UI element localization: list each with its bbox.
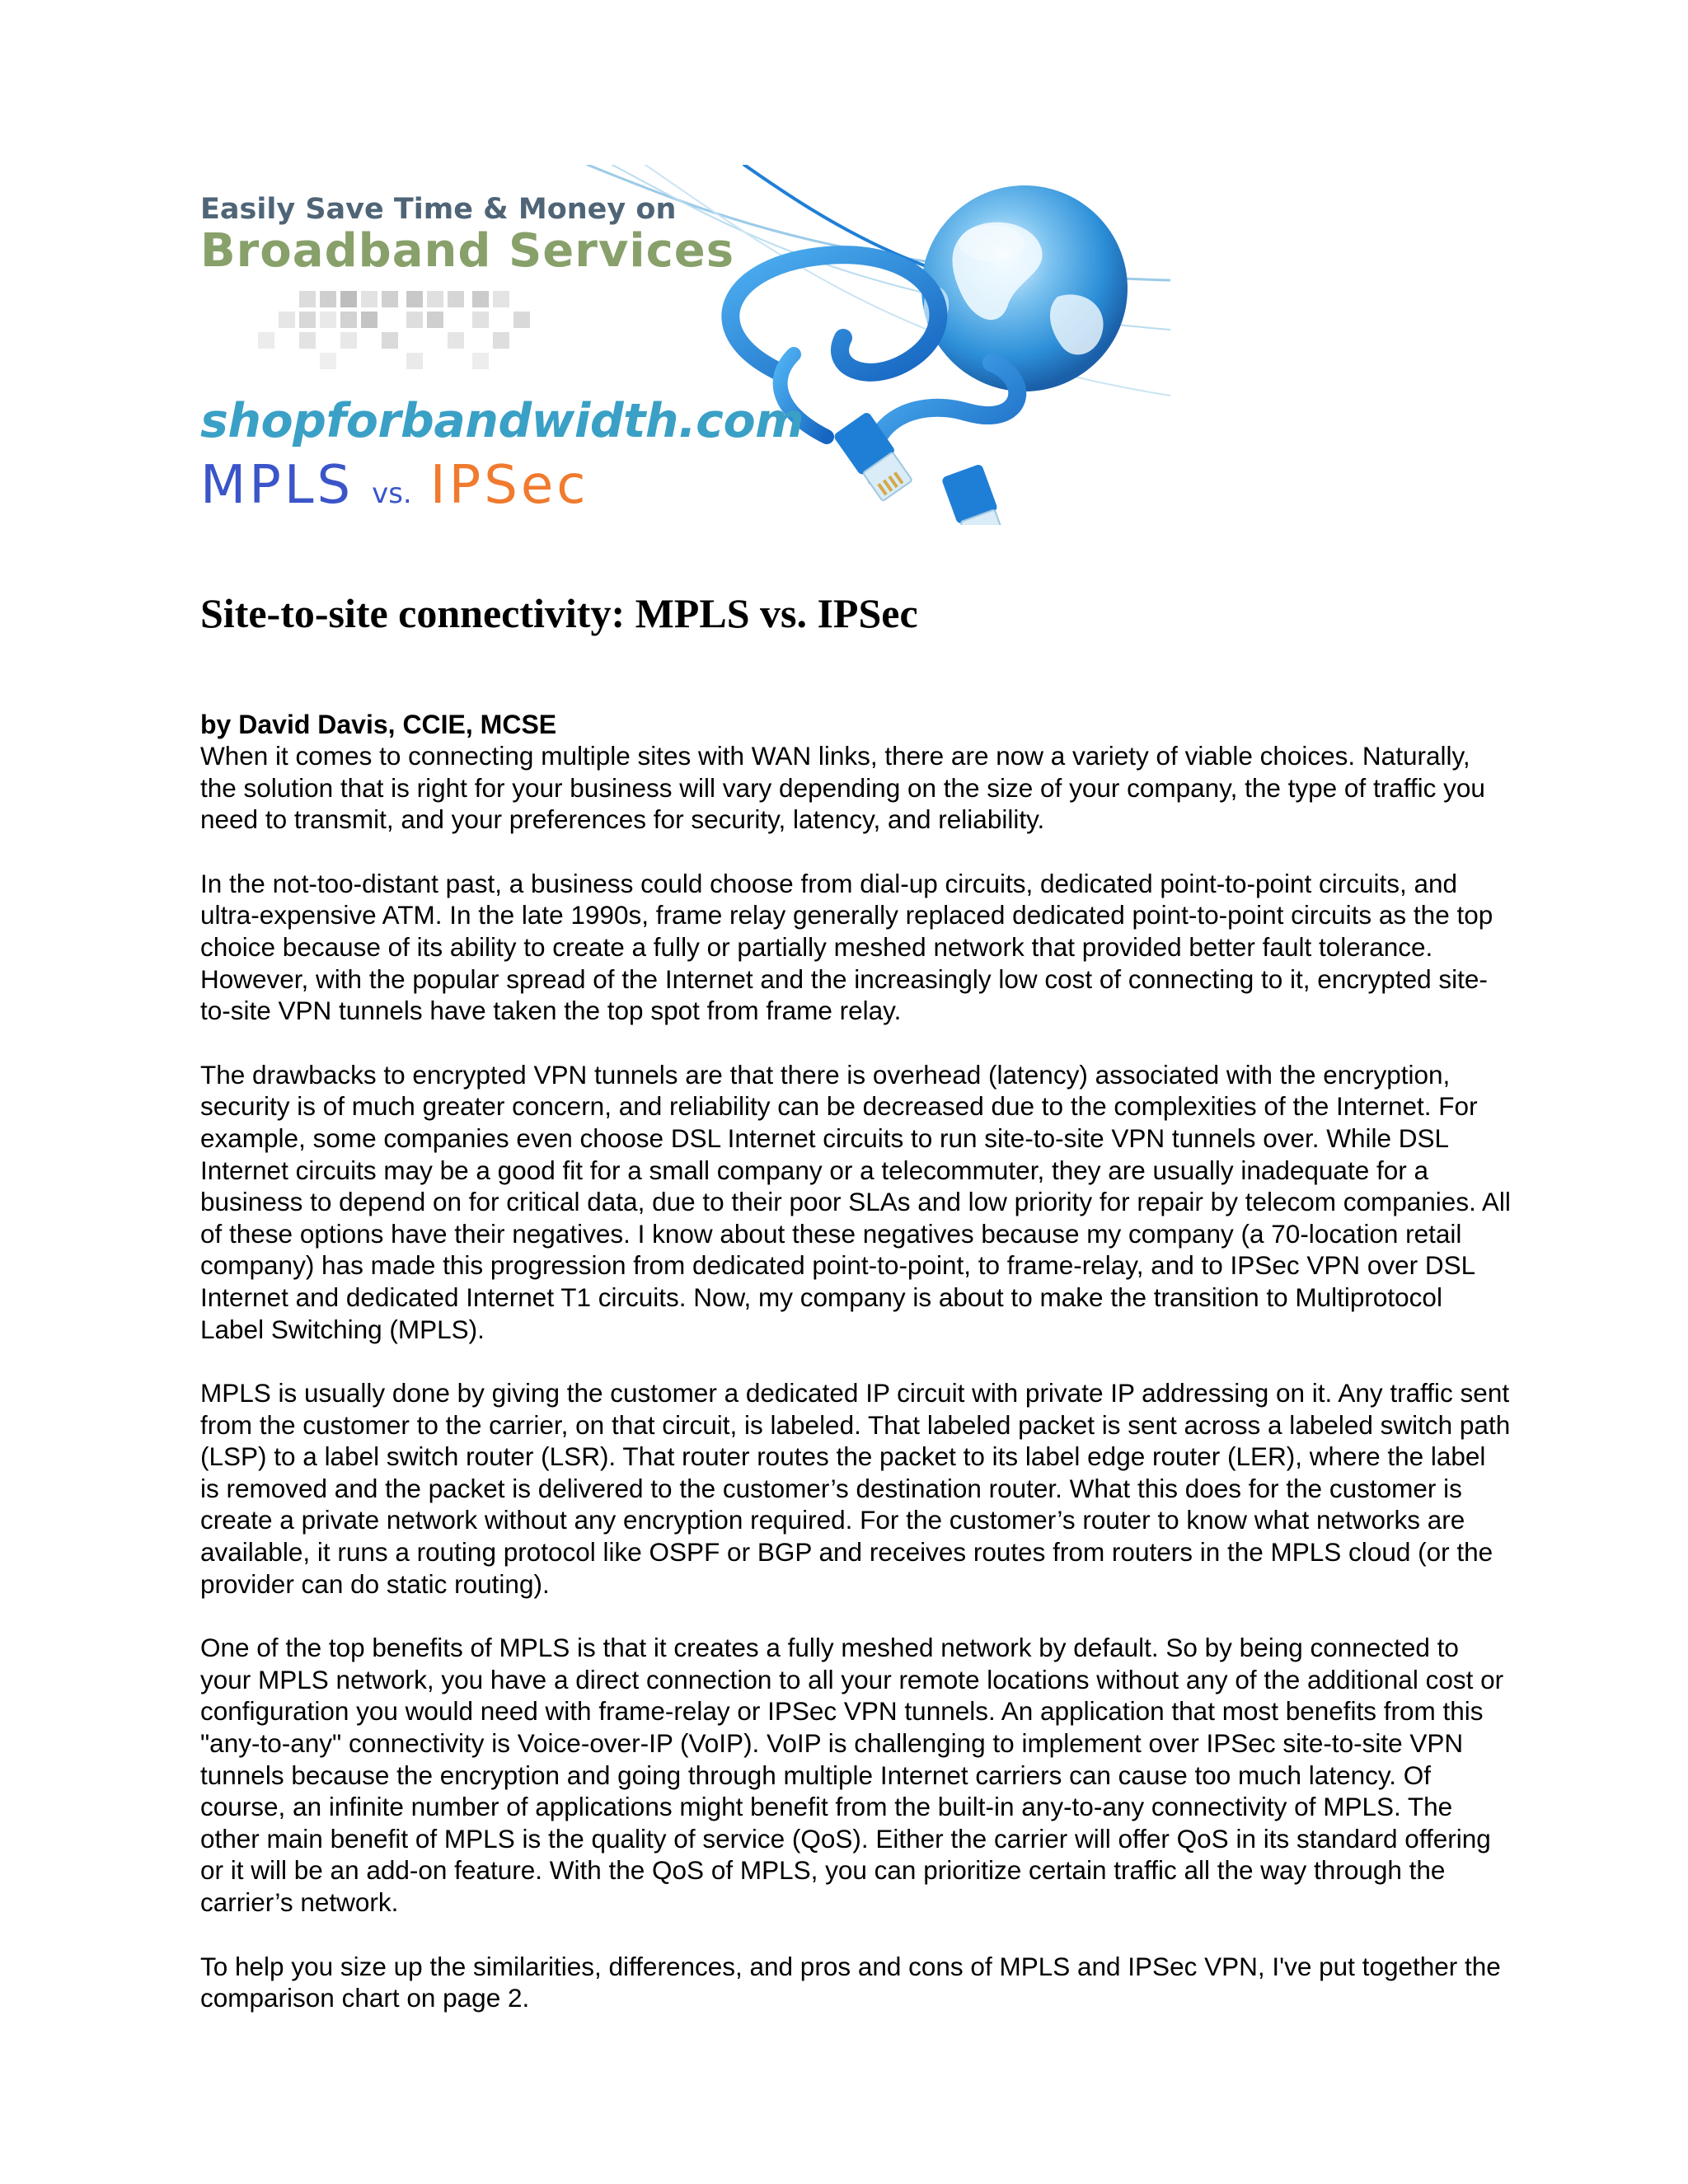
banner-tagline: Easily Save Time & Money on — [200, 193, 677, 226]
article-body — [200, 740, 1511, 2046]
pixel-mosaic — [258, 291, 530, 369]
article-title: Site-to-site connectivity: MPLS vs. IPSec — [200, 590, 918, 636]
banner-comparison — [200, 455, 588, 516]
banner-ipsec: IPSec — [429, 455, 589, 516]
paragraph: When it comes to connecting multiple sites with WAN links, there are now a variety of viable choices. Naturally, the solution that is right for your business will vary depending on the size of your company, the type of traffic you need to transmit, and your preferences for security, latency, and reliability. — [200, 741, 1485, 835]
rj45-connector-icon — [832, 411, 1010, 525]
globe-icon — [921, 185, 1128, 391]
paragraph: The drawbacks to encrypted VPN tunnels are that there is overhead (latency) associated with the encryption, security is of much greater concern, and reliability can be decreased due to the complexities of the Internet. For example, some companies even choose DSL Internet circuits to run site-to-site VPN tunnels over. While DSL Internet circuits may be a good fit for a small company or a telecommuter, they are usually inadequate for a business to depend on for critical data, due to their poor SLAs and low priority for repair by telecom companies. All of these options have their negatives. I know about these negatives because my company (a 70-location retail company) has made this progression from dedicated point-to-point, to frame-relay, and to IPSec VPN over DSL Internet and dedicated Internet T1 circuits. Now, my company is about to make the transition to Multiprotocol Label Switching (MPLS). — [200, 1059, 1511, 1344]
banner-site: shopforbandwidth.com — [200, 394, 804, 448]
paragraph: To help you size up the similarities, differences, and pros and cons of MPLS and IPSec VPN, I've put together the comparison chart on page 2. — [200, 1951, 1501, 2013]
article-byline: by David Davis, CCIE, MCSE — [200, 710, 557, 739]
banner-image — [200, 165, 1170, 525]
banner-mpls: MPLS — [200, 455, 354, 516]
paragraph: One of the top benefits of MPLS is that it creates a fully meshed network by default. So by being connected to your MPLS network, you have a direct connection to all your remote locations without any of the additional cost or configuration you would need with frame-relay or IPSec VPN tunnels. An application that most benefits from this "any-to-any" connectivity is Voice-over-IP (VoIP). VoIP is challenging to implement over IPSec site-to-site VPN tunnels because the encryption and going through multiple Internet carriers can cause too much latency. Of course, an infinite number of applications might benefit from the built-in any-to-any connectivity of MPLS. The other main benefit of MPLS is the quality of service (QoS). Either the carrier will offer QoS in its standard offering or it will be an add-on feature. With the QoS of MPLS, you can prioritize certain traffic all the way through the carrier’s network. — [200, 1633, 1504, 1917]
banner-service: Broadband Services — [200, 224, 735, 278]
banner-vs: vs. — [372, 477, 412, 510]
paragraph: MPLS is usually done by giving the customer a dedicated IP circuit with private IP addressing on it. Any traffic sent from the customer to the carrier, on that circuit, is labeled. That labeled packet is sent across a labeled switch path (LSP) to a label switch router (LSR). That router routes the packet to its label edge router (LER), where the label is removed and the packet is delivered to the customer’s destination router. What this does for the customer is create a private network without any encryption required. For the customer’s router to know what networks are available, it runs a routing protocol like OSPF or BGP and receives routes from routers in the MPLS cloud (or the provider can do static routing). — [200, 1378, 1511, 1599]
paragraph: In the not-too-distant past, a business could choose from dial-up circuits, dedicated point-to-point circuits, and ultra-expensive ATM. In the late 1990s, frame relay generally replaced dedicated point-to-point circuits as the top choice because of its ability to create a fully or partially meshed network that provided better fault tolerance. However, with the popular spread of the Internet and the increasingly low cost of connecting to it, encrypted site-to-site VPN tunnels have taken the top spot from frame relay. — [200, 868, 1493, 1026]
